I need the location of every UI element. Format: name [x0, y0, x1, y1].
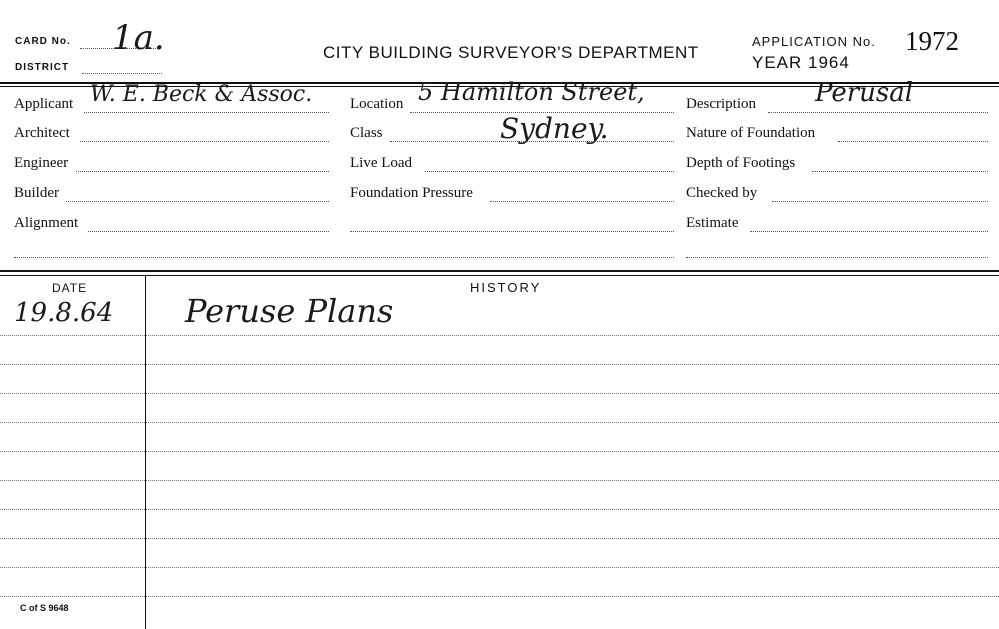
builder-label: Builder — [14, 185, 59, 201]
year-label: YEAR 1964 — [752, 53, 850, 72]
location-value-line1: 5 Hamilton Street, — [418, 78, 645, 106]
form-code: C of S 9648 — [20, 603, 69, 613]
description-value: Perusal — [815, 78, 914, 108]
applicant-label: Applicant — [14, 96, 74, 112]
class-label: Class — [350, 125, 383, 141]
application-label: APPLICATION No. — [752, 34, 876, 49]
card-no-value: 1a. — [112, 18, 165, 58]
foundation-pressure-label: Foundation Pressure — [350, 185, 473, 201]
history-entry-date: 19.8.64 — [14, 298, 114, 328]
depth-of-footings-label: Depth of Footings — [686, 155, 796, 171]
column-divider — [145, 276, 146, 629]
alignment-label: Alignment — [14, 215, 79, 231]
estimate-label: Estimate — [686, 215, 739, 231]
history-header: HISTORY — [470, 280, 542, 295]
district-label: DISTRICT — [15, 62, 70, 73]
date-header: DATE — [52, 281, 88, 295]
description-label: Description — [686, 96, 756, 112]
card-no-label: CARD No. — [15, 36, 71, 47]
history-entry-text: Peruse Plans — [185, 292, 394, 330]
application-number: 1972 — [905, 26, 959, 56]
department-title: CITY BUILDING SURVEYOR'S DEPARTMENT — [323, 43, 699, 62]
architect-label: Architect — [14, 125, 70, 141]
nature-of-foundation-label: Nature of Foundation — [686, 125, 816, 141]
live-load-label: Live Load — [350, 155, 413, 171]
location-value-line2: Sydney. — [500, 112, 609, 145]
engineer-label: Engineer — [14, 155, 69, 171]
checked-by-label: Checked by — [686, 185, 758, 201]
location-label: Location — [350, 96, 404, 112]
applicant-value: W. E. Beck & Assoc. — [90, 82, 313, 107]
